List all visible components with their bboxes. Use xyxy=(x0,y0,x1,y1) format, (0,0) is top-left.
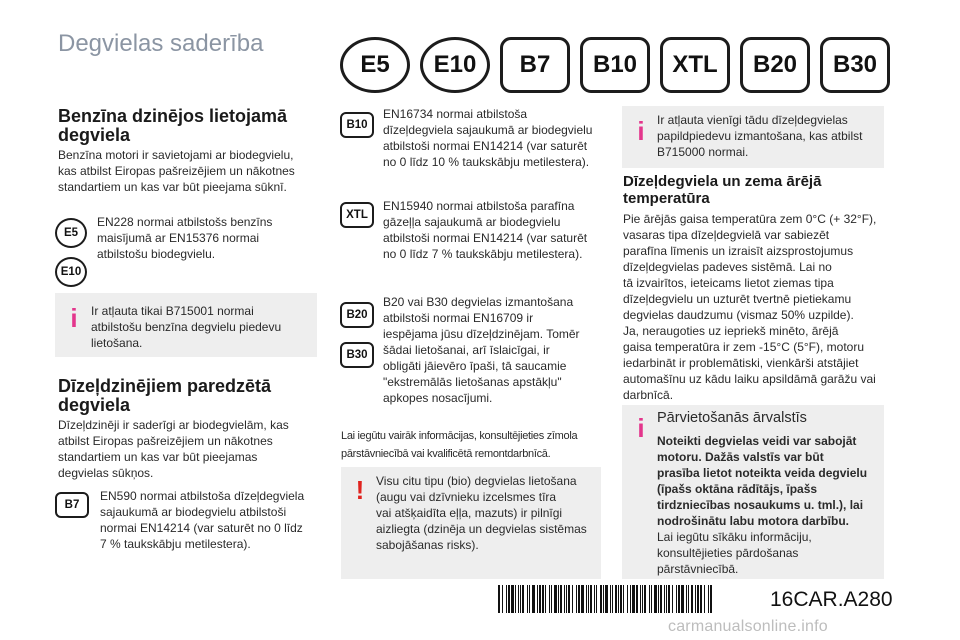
fuel-badge-row xyxy=(340,37,890,93)
petrol-additive-note xyxy=(55,293,317,357)
fuel-badge-xtl: XTL xyxy=(660,37,730,93)
barcode-bar xyxy=(564,585,565,613)
barcode-bar xyxy=(620,585,622,613)
barcode-bar xyxy=(678,585,680,613)
b10-description: EN16734 normai atbilstoša dīzeļdegviela sajaukumā ar biodegvielu atbilstoši normai EN14214 (var saturēt no 0 līdz 10 % taukskābju metilestera). xyxy=(383,107,593,169)
b20-b30-description: B20 vai B30 degvielas izmantošana atbilstoši normai EN16709 ir iespējama jūsu dīzeļdzinējam. Tomēr šādai lietošanai, arī īslaicīgai, ir obligāti jāievēro īpaši, tā saucamie "ekstremālās lietošanas apstākļu" apkopes nosacījumi. xyxy=(383,295,580,405)
e5-e10-description: EN228 normai atbilstošs benzīns maisījumā ar EN15376 normai atbilstošu biodegvielu. xyxy=(97,215,273,261)
fuel-badge-xtl-small: XTL xyxy=(340,202,374,228)
barcode-bar xyxy=(529,585,530,613)
barcode-bar xyxy=(596,585,597,613)
watermark: carmanualsonline.info xyxy=(668,618,828,635)
petrol-additive-note-text: Ir atļauta tikai B715001 normai atbilstošu benzīna degvielu piedevu lietošana. xyxy=(91,304,282,350)
diesel-fuel-text: Dīzeļdzinēji ir saderīgi ar biodegvielām, kas atbilst Eiropas pašreizējiem un nākotnes standartiem un kas var būt pieejamas degvielas sūkņos. xyxy=(58,418,289,480)
travel-abroad-note xyxy=(622,405,884,579)
barcode-bar xyxy=(644,585,646,613)
fuel-badge-b10-small: B10 xyxy=(340,112,374,138)
fuel-badge-b7-small: B7 xyxy=(55,492,89,518)
barcode-bar xyxy=(636,585,638,613)
barcode-bar xyxy=(688,585,689,613)
travel-abroad-text: Lai iegūtu sīkāku informāciju, konsultējieties pārdošanas pārstāvniecībā. xyxy=(657,530,812,576)
info-icon: i xyxy=(70,303,78,333)
barcode-bar xyxy=(560,585,562,613)
info-icon: i xyxy=(637,413,645,443)
b7-description: EN590 normai atbilstoša dīzeļdegviela sajaukumā ar biodegvielu atbilstoši normai EN14214 (var saturēt no 0 līdz 7 % taukskābju metilestera). xyxy=(100,489,305,551)
cold-weather-heading: Dīzeļdegviela un zema ārējā temperatūra xyxy=(623,173,822,207)
barcode-bar xyxy=(515,585,516,613)
xtl-description: EN15940 normai atbilstoša parafīna gāzeļļa sajaukumā ar biodegvielu atbilstoši normai EN14214 (var saturēt no 0 līdz 7 % taukskābju metilestera). xyxy=(383,199,588,261)
barcode-bar xyxy=(686,585,687,613)
fuel-badge-b20-small: B20 xyxy=(340,302,374,328)
travel-abroad-warning: Noteikti degvielas veidi var sabojāt motoru. Dažās valstīs var būt prasība lietot noteikta veida degvielu (īpašs oktāna rādītājs, īpašs tirdzniecības nosaukums u. tml.), lai nodrošinātu labu motora darbību. xyxy=(657,434,868,528)
barcode-bar xyxy=(623,585,624,613)
fuel-badge-b20: B20 xyxy=(740,37,810,93)
fuel-badge-e5-small: E5 xyxy=(55,218,87,248)
barcode-bar xyxy=(551,585,552,613)
barcode-bar xyxy=(704,585,705,613)
barcode-bar xyxy=(630,585,631,613)
barcode-bar xyxy=(518,585,519,613)
petrol-fuel-text: Benzīna motori ir savietojami ar biodegvielu, kas atbilst Eiropas pašreizējiem un nākotnes standartiem un kas var būt pieejama sūknī. xyxy=(58,148,295,194)
barcode-bar xyxy=(708,585,709,613)
barcode-bar xyxy=(508,585,510,613)
fuel-badge-e10: E10 xyxy=(420,37,490,93)
barcode-bar xyxy=(566,585,567,613)
other-fuels-warning xyxy=(341,467,601,579)
barcode-bar xyxy=(549,585,550,613)
barcode-bar xyxy=(572,585,573,613)
barcode-bar xyxy=(618,585,619,613)
barcode-bar xyxy=(649,585,650,613)
fuel-badge-e10-small: E10 xyxy=(55,257,87,287)
warning-icon: ! xyxy=(355,475,365,505)
barcode-bar xyxy=(710,585,712,613)
barcode-bar xyxy=(668,585,670,613)
barcode-bar xyxy=(590,585,592,613)
barcode-bar xyxy=(568,585,570,613)
barcode-bar xyxy=(527,585,528,613)
barcode-bar xyxy=(603,585,604,613)
fuel-badge-b30: B30 xyxy=(820,37,890,93)
barcode-bar xyxy=(681,585,684,613)
barcode-bar xyxy=(605,585,608,613)
barcode-bar xyxy=(542,585,544,613)
other-fuels-warning-text: Visu citu tipu (bio) degvielas lietošana (augu vai dzīvnieku izcelsmes tīra vai atšķaidīta eļļa, mazuts) ir pilnīgi aizliegta (dzinēja un degvielas sistēmas sabojāšanas risks). xyxy=(376,474,587,552)
barcode-bar xyxy=(588,585,589,613)
barcode-bar xyxy=(666,585,667,613)
diesel-fuel-heading: Dīzeļdzinējiem paredzētā degviela xyxy=(58,376,272,415)
travel-abroad-heading: Pārvietošanās ārvalstīs xyxy=(657,410,807,426)
barcode-bar xyxy=(651,585,652,613)
barcode-bar xyxy=(695,585,696,613)
barcode-bar xyxy=(506,585,507,613)
barcode-bar xyxy=(676,585,677,613)
barcode-bar xyxy=(615,585,617,613)
barcode-bar xyxy=(640,585,641,613)
barcode-bar xyxy=(600,585,602,613)
barcode-bar xyxy=(654,585,657,613)
fuel-badge-e5: E5 xyxy=(340,37,410,93)
barcode-bar xyxy=(520,585,521,613)
barcode-bar xyxy=(578,585,580,613)
barcode-bar xyxy=(697,585,699,613)
barcode-bar xyxy=(664,585,665,613)
barcode-bar xyxy=(586,585,587,613)
barcode-bar xyxy=(539,585,541,613)
info-icon: i xyxy=(637,116,645,146)
page-title: Degvielas saderība xyxy=(58,30,264,57)
barcode-bar xyxy=(691,585,693,613)
petrol-fuel-heading: Benzīna dzinējos lietojamā degviela xyxy=(58,106,288,145)
diesel-additive-note-text: Ir atļauta vienīgi tādu dīzeļdegvielas papildpiedevu izmantošana, kas atbilst B715000 normai. xyxy=(657,113,863,159)
barcode-bar xyxy=(532,585,535,613)
barcode-bar xyxy=(658,585,659,613)
barcode-bar xyxy=(610,585,611,613)
barcode-bar xyxy=(537,585,538,613)
barcode-bar xyxy=(612,585,613,613)
barcode-bar xyxy=(502,585,503,613)
barcode-bar xyxy=(511,585,514,613)
barcode-bar xyxy=(642,585,643,613)
cold-weather-text: Pie ārējās gaisa temperatūra zem 0°C (+ 32°F), vasaras tipa dīzeļdegvielā var sabiezēt parafīna līmenis un izraisīt aizsprostojumus dīzeļdegvielas padeves sistēmā. Lai no tā izvairītos, ieteicams lietot ziemas tipa dīzeļdegvielu un uzturēt tvertnē pietiekamu degvielas daudzumu (vismaz 50% uzpilde). Ja, neraugoties uz iepriekš minēto, ārējā gaisa temperatūra ir zem -15°C (5°F), motoru iedarbināt ir problemātiski, vienkārši atstājiet automašīnu uz kādu laiku apsildāmā garāžu vai darbnīcā. xyxy=(623,212,877,402)
fuel-badge-b7: B7 xyxy=(500,37,570,93)
barcode-bar xyxy=(660,585,662,613)
barcode-bar xyxy=(545,585,546,613)
fuel-badge-b10: B10 xyxy=(580,37,650,93)
barcode-bar xyxy=(558,585,559,613)
diesel-additive-note xyxy=(622,106,884,168)
barcode-bar xyxy=(594,585,595,613)
barcode-bar xyxy=(632,585,635,613)
barcode-bar xyxy=(522,585,524,613)
barcode-bar xyxy=(498,585,500,613)
more-info-text: Lai iegūtu vairāk informācijas, konsultējieties zīmola pārstāvniecībā vai kvalificētā remontdarbnīcā. xyxy=(341,430,578,460)
document-code: 16CAR.A280 xyxy=(770,588,893,611)
barcode-bar xyxy=(672,585,673,613)
barcode xyxy=(498,585,718,613)
barcode-bar xyxy=(576,585,577,613)
fuel-badge-b30-small: B30 xyxy=(340,342,374,368)
barcode-bar xyxy=(554,585,557,613)
barcode-bar xyxy=(581,585,584,613)
barcode-bar xyxy=(700,585,702,613)
barcode-bar xyxy=(627,585,628,613)
